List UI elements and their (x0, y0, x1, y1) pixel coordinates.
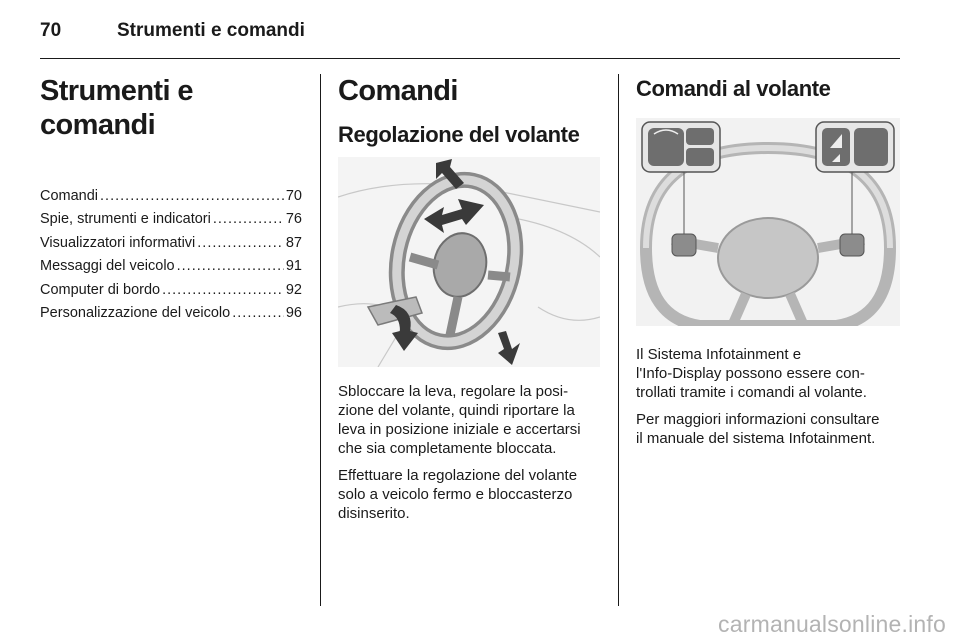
page-number: 70 (40, 20, 62, 41)
toc-item[interactable] (40, 232, 302, 255)
toc-item-page: 96 (285, 305, 302, 322)
column-divider-2 (618, 74, 619, 606)
paragraph-text: Sbloccare la leva, regolare la posi- zione del volante, quindi riportare la leva in posizione iniziale e accertarsi che sia completamente bloccata. (338, 383, 581, 457)
paragraph-text: Effettuare la regolazione del volante solo a veicolo fermo e bloccasterzo disinserito. (338, 467, 578, 522)
column-contents (40, 74, 302, 325)
toc-item-label: Visualizzatori informativi (40, 234, 196, 251)
toc-leader (197, 232, 284, 255)
toc-item-label: Computer di bordo (40, 281, 161, 298)
toc-item-page: 87 (285, 234, 302, 251)
column-divider-1 (320, 74, 321, 606)
toc-item[interactable] (40, 185, 302, 208)
paragraph (636, 345, 900, 402)
toc-item-page: 76 (285, 211, 302, 228)
running-title: Strumenti e comandi (117, 20, 305, 41)
toc-item[interactable] (40, 279, 302, 302)
steering-wheel-controls-illustration (636, 118, 900, 326)
toc-leader (100, 185, 284, 208)
paragraph-text: Per maggiori informazioni consultare il manuale del sistema Infotainment. (636, 411, 880, 447)
paragraph (338, 466, 600, 523)
toc-item-label: Comandi (40, 188, 99, 204)
toc-item-page: 70 (285, 188, 302, 204)
toc-leader (177, 255, 284, 278)
toc-item-label: Personalizzazione del veicolo (40, 305, 231, 322)
toc-item[interactable] (40, 302, 302, 325)
toc-item[interactable] (40, 208, 302, 231)
paragraph-text: Il Sistema Infotainment e l'Info-Display possono essere con- trollati tramite i comandi al volante. (636, 346, 867, 401)
toc-leader (162, 279, 284, 302)
chapter-heading: Strumenti e comandi (40, 75, 193, 141)
toc-item-page: 91 (285, 258, 302, 275)
watermark: carmanualsonline.info (718, 611, 946, 637)
section-heading: Comandi (338, 75, 458, 107)
toc-item-page: 92 (285, 281, 302, 298)
steering-adjustment-illustration (338, 157, 600, 367)
paragraph (636, 410, 900, 448)
toc-item[interactable] (40, 255, 302, 278)
section-heading: Comandi al volante (636, 76, 831, 101)
header-rule (40, 58, 900, 59)
subsection-heading: Regolazione del volante (338, 122, 580, 147)
toc-item-label: Messaggi del veicolo (40, 258, 175, 275)
column-steering-controls (636, 74, 900, 448)
column-comandi (338, 74, 600, 523)
table-of-contents (40, 185, 302, 325)
toc-leader (232, 302, 284, 325)
toc-item-label: Spie, strumenti e indicatori (40, 211, 211, 228)
toc-leader (213, 208, 284, 231)
paragraph (338, 382, 600, 458)
